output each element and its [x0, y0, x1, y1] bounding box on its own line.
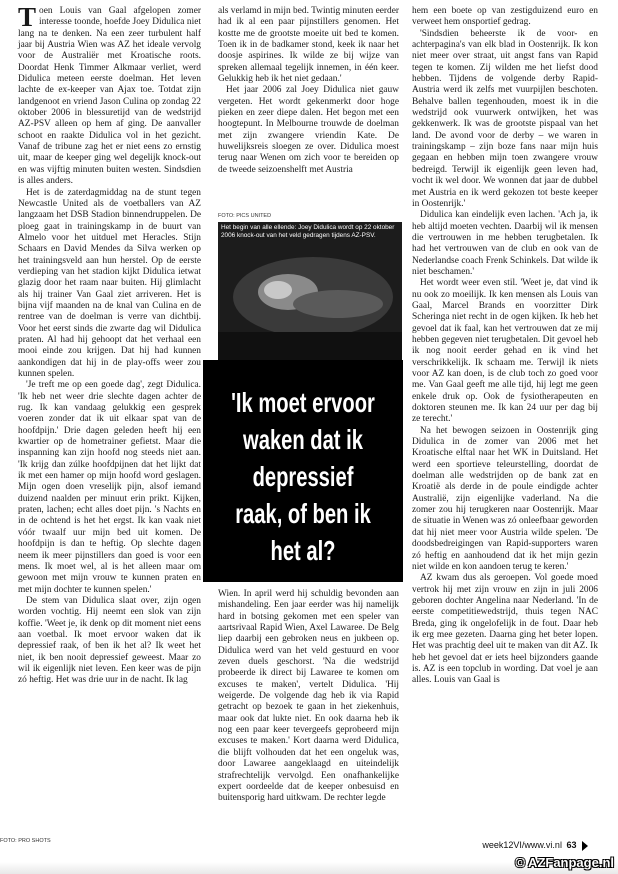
paragraph: Didulica kan eindelijk even lachen. 'Ach ja, ik heb altijd moeten vechten. Daarbij wil ik mensen die vertrouwen in me hebben terugbetalen. Ik had het vertrouwen van de club en ook van de Nederlandse coach Frenk Schinkels. Dat wilde ik niet beschamen.' [412, 210, 598, 277]
paragraph: Het is de zaterdagmiddag na de stunt tegen Newcastle United als de voetballers van AZ langzaam het DSB Stadion binnendruppelen. De ploeg gaat in trainingskamp in de buurt van Almelo voor het uitduel met Heracles. Stijn Schaars en David Mendes da Silva werken op het trainingsveld aan hun herstel. Op de eerste verdieping van het stadion kijkt Didulica ietwat glazig door het raam naar buiten. Hij glimlacht als hij trainer Van Gaal ziet arriveren. Het is bijna vijf maanden na de knal van Culina en de rentree van de doelman is verre van dichtbij. Voor het eerst sinds die zwarte dag wil Didulica praten. Al had hij gehoopt dat het verhaal een mooi einde zou krijgen. Dat hij had kunnen aankondigen dat hij in de play-offs weer zou kunnen spelen. [18, 187, 201, 379]
article-column-2-continued [218, 589, 399, 805]
paragraph: als verlamd in mijn bed. Twintig minuten eerder had ik al een paar pijnstillers genomen. Het kostte me de grootste moeite uit bed te komen. Toen ik in de badkamer stond, keek ik naar het doosje aspirines. Ik wilde ze bij wijze van spreken allemaal tegelijk innemen, in één keer. Gelukkig heb ik het niet gedaan.' [218, 6, 399, 85]
watermark: © AZFanpage.nl [515, 855, 614, 870]
photo-image [218, 222, 402, 360]
paragraph: AZ kwam dus als geroepen. Vol goede moed vertrok hij met zijn vrouw en zijn in juli 2006 geboren dochter Angelina naar Nederland. 'In de eerste competitiewedstrijd, thuis tegen NAC Breda, ging ik ongelofelijk in de fout. Daar heb ik erg mee gezeten. Daarna ging het beter lopen. Het was prachtig deel uit te maken van dit AZ. Ik heb het gevoel dat er iets heel bijzonders gaande is. AZ is een topclub in wording. Dat voel je aan alles. Louis van Gaal is [412, 573, 598, 686]
side-photo-credit: FOTO: PRO SHOTS [0, 838, 51, 844]
article-column-3 [412, 6, 598, 687]
paragraph: 'Je treft me op een goede dag', zegt Didulica. 'Ik heb net weer drie slechte dagen achter de rug. Ik kan vandaag gelukkig een gesprek voeren zonder dat ik uit elkaar spat van de hoofdpijn.' Drie dagen geleden heeft hij een kwartier op de hometrainer gefietst. Maar die inspanning kan zijn hoofd nog steeds niet aan. 'Ik krijg dan zúlke hoofdpijnen dat het lijkt dat ik met een hamer op mijn hoofd word geslagen. Mijn ogen doen vreselijk pijn, alsof iemand duizend naalden per minuut erin prikt. Kijken, praten, lachen; echt alles doet pijn. 's Nachts en in de ochtend is het het ergst. Ik kan vaak niet vóór twaalf uur mijn bed uit komen. De hoofdpijn is dan te heftig. Op slechte dagen neem ik meer pijnstillers dan goed is voor een mens. Ik moet wel, al is het alleen maar om gewoon met mijn vrouw te kunnen praten en met mijn dochter te kunnen spelen.' [18, 380, 201, 595]
page-number: 63 [566, 840, 577, 850]
next-arrow-icon [582, 841, 588, 851]
article-photo [218, 222, 402, 360]
photo-caption: Het begin van alle ellende: Joey Didulica wordt op 22 oktober 2006 knock-out van het veld gedragen tijdens AZ-PSV. [221, 224, 395, 239]
page-footer [482, 840, 588, 851]
paragraph: oen Louis van Gaal afgelopen zomer interesse toonde, hoefde Joey Didulica niet lang na te denken. Na een zeer turbulent half jaar bij Austria Wien was AZ het ideale vervolg voor de Australiër met Kroatische roots. Doordat Henk Timmer Alkmaar verliet, werd Didulica meteen eerste doelman. Het leven lachte de ex-keeper van Ajax toe. Totdat zijn landgenoot en vriend Jason Culina op zondag 22 oktober 2006 in blessuretijd van de wedstrijd AZ-PSV alleen op hem af ging. De aanvaller schoot en raakte Didulica vol in het gezicht. Vanaf de tribune zag het er niet eens zo ernstig uit, maar de keeper ging wel degelijk knock-out en was vijftig minuten buiten westen. Sindsdien is alles anders. [18, 6, 201, 187]
article-column-1 [18, 2, 201, 687]
pullquote: 'Ik moet ervoor waken dat ik depressief raak, of ben ik het al? [231, 387, 375, 566]
paragraph: hem een boete op van zestigduizend euro en verweet hem onsportief gedrag. [412, 6, 598, 28]
paragraph: Het jaar 2006 zal Joey Didulica niet gauw vergeten. Het wordt gekenmerkt door hoge pieken en zeer diepe dalen. Het begon met een hoogtepunt. In Melbourne trouwde de doelman met zijn zwangere vriendin Kate. De huwelijksreis sloegen ze over. Didulica moest terug naar Wenen om zich voor te bereiden op de tweede seizoenshelft met Austria [218, 85, 399, 175]
photo-credit: FOTO: PICS UNITED [218, 213, 272, 219]
paragraph: Na het bewogen seizoen in Oostenrijk ging Didulica in de zomer van 2006 met het Kroatische elftal naar het WK in Duitsland. Het werd een sportieve teleurstelling, doordat de doelman alle wedstrijden op de bank zat en Kroatië als derde in de poule eindigde achter Australië, zijn eigenlijke vaderland. Na die zomer zou hij terugkeren naar Oostenrijk. Maar de situatie in Wenen was zó onleefbaar geworden dat hij niet meer voor Austria wilde spelen. 'De doodsbedreigingen van Rapid-supporters waren zó heftig en aanhoudend dat ik het mijn gezin niet wilde en kon aandoen terug te keren.' [412, 425, 598, 572]
footer-site: week12VI/www.vi.nl [482, 840, 562, 850]
pullquote-box [203, 360, 403, 582]
drop-cap: T [18, 2, 37, 32]
paragraph: 'Sindsdien beheerste ik de voor- en achterpagina's van elk blad in Oostenrijk. Ik kon niet meer over straat, uit angst fans van Rapid tegen te komen. Zij wilden me het liefst dood hebben. Tijdens de volgende derby Rapid-Austria werd ik zelfs met vuurpijlen beschoten. Behalve ballen tegenhouden, moest ik in die wedstrijd ook vuurwerk ontwijken, het was gekkenwerk. Ik was de grootste pispaal van het land. De avond voor de derby – we waren in trainingskamp – zijn boze fans naar mijn huis gegaan en hebben mijn toen zwangere vrouw bedreigd. Terwijl ik eigenlijk geen leven had, vocht ik wel door. We wonnen dat jaar de dubbel met Austria en ik werd gekozen tot beste keeper in Oostenrijk.' [412, 28, 598, 209]
paragraph: Het wordt weer even stil. 'Weet je, dat vind ik nu ook zo moeilijk. Ik ken mensen als Louis van Gaal, Marcel Brands en voorzitter Dirk Scheringa niet recht in de ogen kijken. Ik heb het gevoel dat ik faal, kan het vertrouwen dat ze mij hebben gegeven niet terugbetalen. Dit gevoel heb ik nog nooit eerder gehad en ik vind het verschrikkelijk. Ik schaam me. Terwijl ik niets voor AZ kan doen, is de club toch zo goed voor me. Van Gaal geeft me alle tijd, hij legt me geen enkele druk op. Ook de fysiotherapeuten en doktoren steunen me. Ik kan 24 uur per dag bij ze terecht.' [412, 278, 598, 425]
paragraph: De stem van Didulica slaat over, zijn ogen worden vochtig. Hij neemt een slok van zijn koffie. 'Weet je, ik denk op dit moment niet eens aan voetbal. Ik moet ervoor waken dat ik depressief raak, of ben ik het al? Ik weet het niet, ik ben nooit depressief geweest. Maar zo wil ik eigenlijk niet leven. Een keer was de pijn zó heftig. Het was drie uur in de nacht. Ik lag [18, 595, 201, 686]
article-column-2 [218, 6, 399, 176]
paragraph: Wien. In april werd hij schuldig bevonden aan mishandeling. Een jaar eerder was hij namelijk hard in botsing gekomen met een speler van aartsrivaal Rapid Wien, Axel Lawaree. De Belg liep daarbij een gebroken neus en jukbeen op. Didulica werd van het veld gestuurd en voor zeven duels geschorst. 'Na die wedstrijd probeerde ik direct bij Lawaree te komen om excuses te maken', vertelt Didulica. 'Hij weigerde. De volgende dag heb ik via Rapid getracht op bezoek te gaan in het ziekenhuis, maar ook dat lukte niet. En ook daarna heb ik nog een paar keer tevergeefs geprobeerd mijn excuses te maken.' Kort daarna werd Didulica, die blijft volhouden dat het een ongeluk was, door Lawaree aangeklaagd en uiteindelijk strafrechtelijk vervolgd. Een onafhankelijke expert oordeelde dat de keeper onbesuisd en buitensporig hard uitkwam. De rechter legde [218, 589, 399, 804]
